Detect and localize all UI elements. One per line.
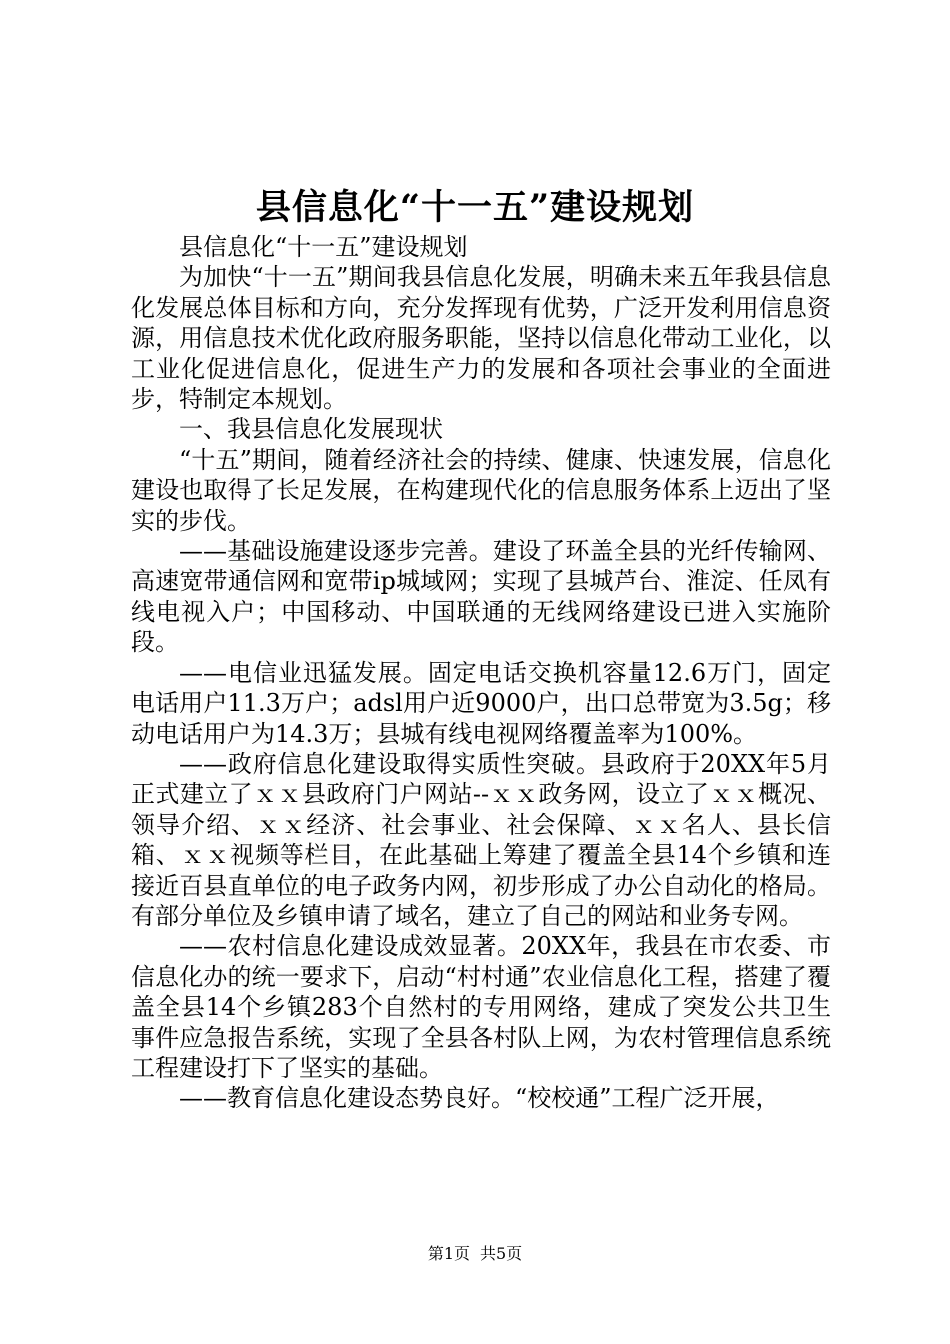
paragraph-education: ——教育信息化建设态势良好。“校校通”工程广泛开展， [179,1084,780,1113]
paragraph-intro: 为加快“十一五”期间我县信息化发展，明确未来五年我县信息化发展总体目标和方向，充分发挥现有优势，广泛开发利用信息资源，用信息技术优化政府服务职能，坚持以信息化带动工业化，以工业化促进信息化，促进生产力的发展和各项社会事业的全面进步，特制定本规划。 [131,263,831,414]
paragraph-rural: ——农村信息化建设成效显著。20XX年，我县在市农委、市信息化办的统一要求下，启动“村村通”农业信息化工程，搭建了覆盖全县14个乡镇283个自然村的专用网络，建成了突发公共卫生事件应急报告系统，实现了全县各村队上网，为农村管理信息系统工程建设打下了坚实的基础。 [131,932,831,1082]
page-total: 共5页 [480,1244,523,1263]
page-number: 第1页 [427,1244,470,1263]
paragraph-telecom: ——电信业迅猛发展。固定电话交换机容量12.6万门，固定电话用户11.3万户；adsl用户近9000户，出口总带宽为3.5g；移动电话用户为14.3万；县城有线电视网络覆盖率为100%。 [131,658,831,748]
document-body [131,232,831,1114]
document-title: 县信息化“十一五”建设规划 [255,187,695,228]
paragraph-infrastructure: ——基础设施建设逐步完善。建设了环盖全县的光纤传输网、高速宽带通信网和宽带ip城域网；实现了县城芦台、淮淀、任凤有线电视入户；中国移动、中国联通的无线网络建设已进入实施阶段。 [131,537,831,657]
page-footer [0,1242,950,1266]
paragraph-subtitle: 县信息化“十一五”建设规划 [179,233,468,261]
paragraph-overview: “十五”期间，随着经济社会的持续、健康、快速发展，信息化建设也取得了长足发展，在构建现代化的信息服务体系上迈出了坚实的步伐。 [131,445,831,535]
section-heading-status: 一、我县信息化发展现状 [179,415,443,444]
paragraph-government: ——政府信息化建设取得实质性突破。县政府于20XX年5月正式建立了ｘｘ县政府门户网站--ｘｘ政务网，设立了ｘｘ概况、领导介绍、ｘｘ经济、社会事业、社会保障、ｘｘ名人、县长信箱、ｘｘ视频等栏目，在此基础上筹建了覆盖全县14个乡镇和连接近百县直单位的电子政务内网，初步形成了办公自动化的格局。有部分单位及乡镇申请了域名，建立了自己的网站和业务专网。 [131,749,831,930]
